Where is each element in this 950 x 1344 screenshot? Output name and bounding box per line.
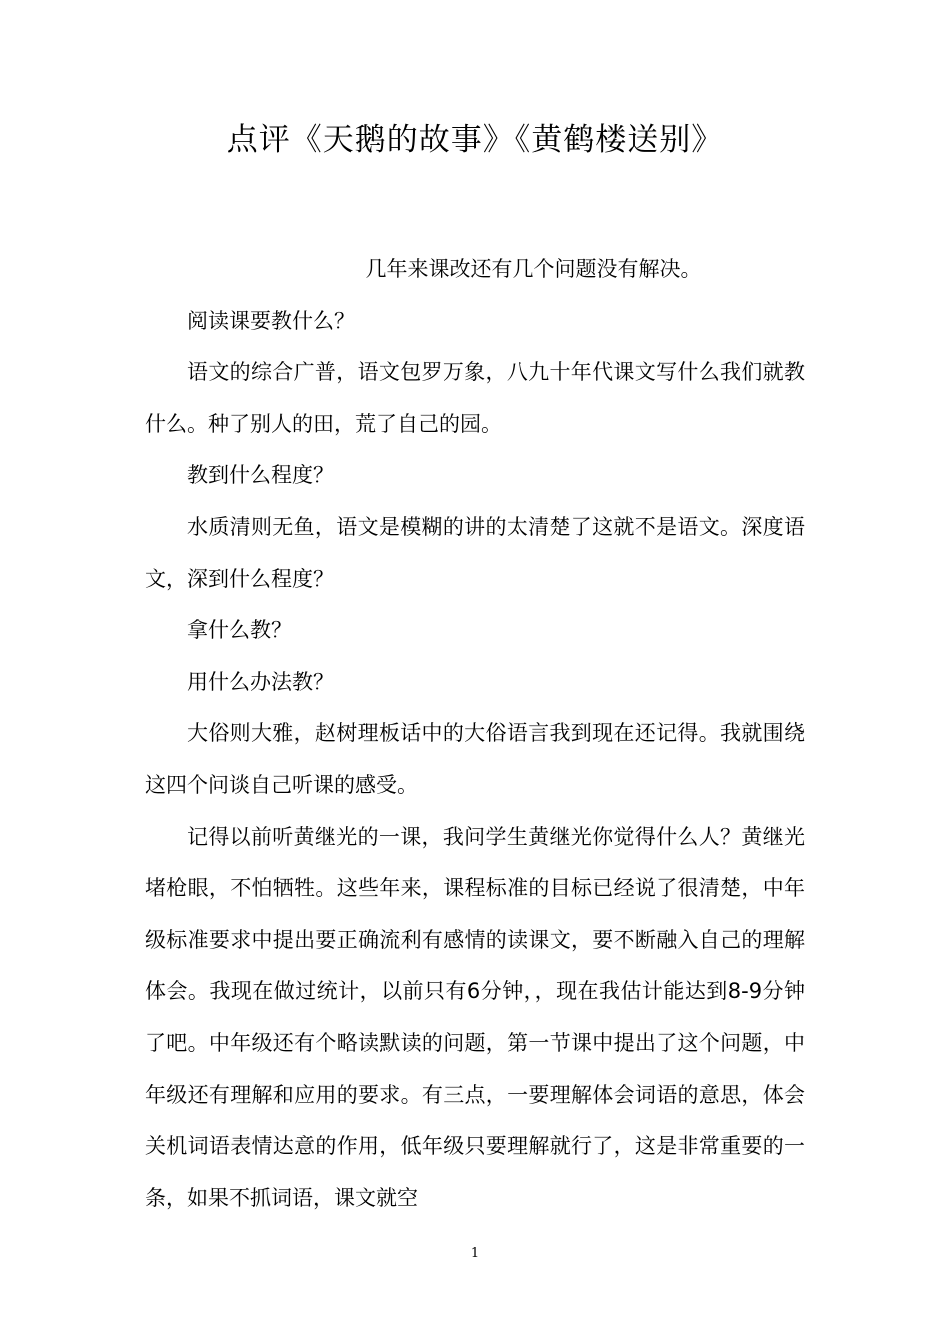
intro-paragraph: 几年来课改还有几个问题没有解决。	[365, 257, 702, 281]
document-body	[145, 244, 805, 1224]
question-paragraph-4: 用什么办法教？	[187, 669, 334, 694]
document-title: 点评《天鹅的故事》《黄鹤楼送别》	[226, 122, 724, 158]
page-number: 1	[470, 1246, 480, 1261]
question-paragraph-2: 教到什么程度？	[187, 463, 334, 488]
question-paragraph-1: 阅读课要教什么？	[187, 308, 355, 333]
body-paragraph-4: 记得以前听黄继光的一课，我问学生黄继光你觉得什么人？黄继光堵枪眼，不怕牺牲。这些年来，课程标准的目标已经说了很清楚，中年级标准要求中提出要正确流利有感情的读课文，要不断融入自己的理解体会。我现在做过统计，以前只有6分钟，，现在我估计能达到8-9分钟了吧。中年级还有个略读默读的问题，第一节课中提出了这个问题，中年级还有理解和应用的要求。有三点，一要理解体会词语的意思，体会关机词语表情达意的作用，低年级只要理解就行了，这是非常重要的一条，如果不抓词语，课文就空	[145, 824, 805, 1210]
body-paragraph-1: 语文的综合广普，语文包罗万象，八九十年代课文写什么我们就教什么。种了别人的田，荒了自己的园。	[145, 360, 805, 436]
question-paragraph-3: 拿什么教？	[187, 618, 292, 643]
body-paragraph-3: 大俗则大雅，赵树理板话中的大俗语言我到现在还记得。我就围绕这四个问谈自己听课的感受。	[145, 721, 805, 797]
body-paragraph-2: 水质清则无鱼，语文是模糊的讲的太清楚了这就不是语文。深度语文，深到什么程度？	[145, 514, 805, 591]
